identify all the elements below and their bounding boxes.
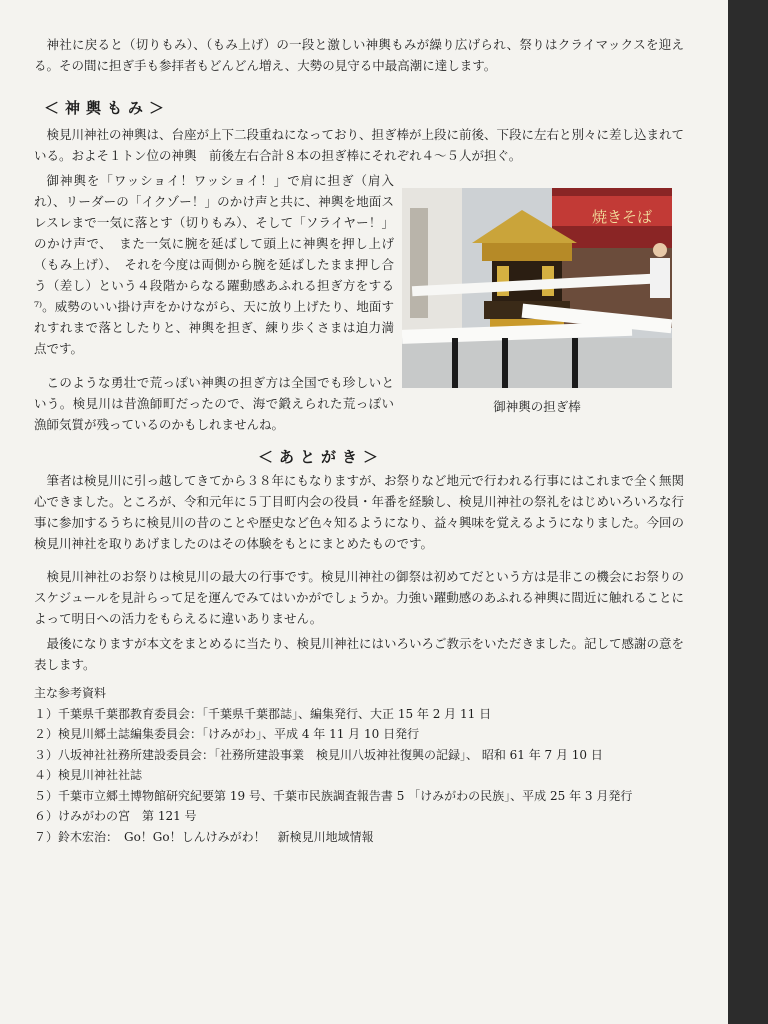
reference-item: ６）けみがわの宮 第 121 号: [34, 809, 197, 823]
mikoshi-paragraph-1: 検見川神社の神輿は、台座が上下二段重ねになっており、担ぎ棒が上段に前後、下段に左右と別々に差し込まれている。およそ１トン位の神輿 前後左右合計８本の担ぎ棒にそれぞれ４～５人が担ぐ。: [34, 127, 685, 163]
background-surface: [728, 0, 768, 1024]
reference-item: ５）千葉市立郷土博物館研究紀要第 19 号、千葉市民族調査報告書 5 「けみがわの民族」、平成 25 年 3 月発行: [34, 788, 633, 803]
atogaki-paragraph-3: 最後になりますが本文をまとめるに当たり、検見川神社にはいろいろご教示をいただきました。記して感謝の意を表します。: [34, 636, 685, 672]
section-heading-atogaki: ＜あとがき＞: [258, 448, 385, 466]
reference-item: ２）検見川郷土誌編集委員会：「けみがわ」、平成 4 年 11 月 10 日発行: [34, 727, 420, 741]
reference-item: １）千葉県千葉郡教育委員会：「千葉県千葉郡誌」、編集発行、大正 15 年 2 月 11 日: [34, 706, 492, 721]
mikoshi-paragraph-2: 御神輿を「ワッショイ！ワッショイ！」で肩に担ぎ（肩入れ）、リーダーの「イクゾー！」のかけ声と共に、神輿を地面スレスレまで一気に落とす（切りもみ）、そして「ソライヤー！」のかけ声で、 また一気に腕を延ばして頭上に神輿を押し上げ（もみ上げ）、 それを今度は両側から腕を延ばしたまま押し合う（差し）という４段階からなる躍動感あふれる担ぎ方をする⁷⁾。威勢のいい掛け声をかけながら、天に放り上げたり、地面すれすれまで落としたりと、神輿を担ぎ、練り歩くさまは迫力満点です。: [34, 173, 394, 356]
photo-banner-text: 焼きそば: [591, 208, 653, 226]
references-title: 主な参考資料: [34, 686, 107, 700]
atogaki-paragraph-2: 検見川神社のお祭りは検見川の最大の行事です。検見川神社の御祭は初めてだという方は是非この機会にお祭りのスケジュールを見計らって足を運んでみてはいかがでしょうか。力強い躍動感のあふれる神輿に間近に触れることによって明日への活力をもらえるに違いありません。: [34, 569, 684, 626]
mikoshi-paragraph-3: このような勇壮で荒っぽい神輿の担ぎ方は全国でも珍しいという。検見川は昔漁師町だったので、海で鍛えられた荒っぽい漁師気質が残っているのかもしれませんね。: [34, 375, 394, 432]
atogaki-paragraph-1: 筆者は検見川に引っ越してきてから３８年にもなりますが、お祭りなど地元で行われる行事にはこれまで全く無関心できました。ところが、令和元年に５丁目町内会の役員・年番を経験し、検見川神社の祭礼をはじめいろいろな行事に参加するうちに検見川の昔のことや歴史など色々知るようになり、益々興味を覚えるようになりました。今回の検見川神社を取りあげましたのはその体験をもとにまとめたものです。: [34, 473, 685, 551]
reference-item: ４）検見川神社社誌: [34, 768, 143, 782]
mikoshi-photo-graphic: [402, 188, 672, 388]
references-section: [34, 683, 694, 847]
photo-caption: 御神輿の担ぎ棒: [493, 399, 581, 414]
intro-paragraph: 神社に戻ると（切りもみ）、（もみ上げ）の一段と激しい神輿もみが繰り広げられ、祭りはクライマックスを迎える。その間に担ぎ手も参拝者もどんどん増え、大勢の見守る中最高潮に達します。: [34, 37, 684, 73]
reference-item: ３）八坂神社社務所建設委員会：「社務所建設事業 検見川八坂神社復興の記録」、 昭和 61 年 7 月 10 日: [34, 747, 603, 762]
reference-item: ７）鈴木宏治： Go！Go！しんけみがわ！ 新検見川地域情報: [34, 829, 374, 844]
section-heading-mikoshi-momi: ＜神輿もみ＞: [44, 99, 171, 117]
mikoshi-photo: [402, 188, 672, 388]
